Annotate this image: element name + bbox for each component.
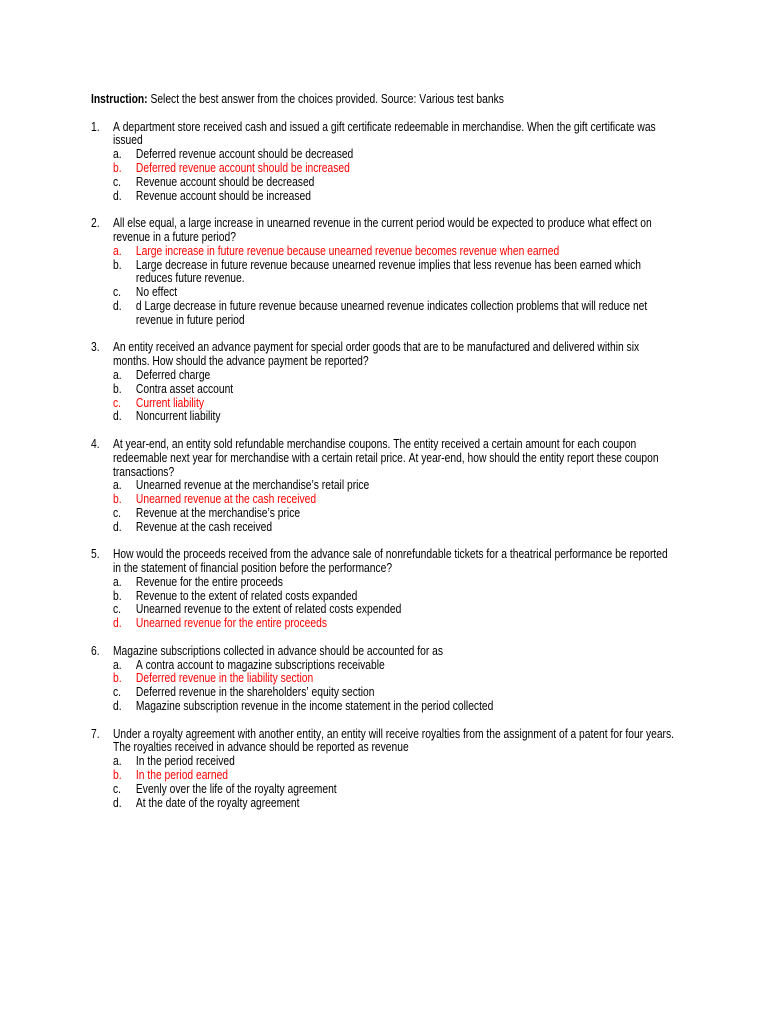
question-list: [91, 121, 676, 811]
question-2-number: 2.: [91, 216, 100, 231]
choice-letter: b.: [112, 257, 122, 272]
question-5-choice-a: [113, 576, 676, 590]
question-5-choice-d: [113, 617, 676, 631]
question-6-choices: [113, 659, 676, 714]
document-body: [91, 93, 676, 824]
question-2-choices: [113, 245, 676, 328]
question-1-choices: [113, 148, 676, 203]
choice-letter: d.: [112, 409, 122, 424]
question-1: [91, 121, 676, 204]
choice-text: d Large decrease in future revenue because unearned revenue indicates collection problems that will reduce net revenue in future period: [135, 298, 648, 327]
choice-text: A contra account to magazine subscriptions receivable: [135, 657, 385, 672]
question-4-choice-a: [113, 479, 676, 493]
question-2-choice-a: [113, 245, 676, 259]
instruction-line: [91, 93, 676, 107]
choice-letter: a.: [112, 478, 122, 493]
choice-letter: b.: [112, 671, 122, 686]
question-6-text: Magazine subscriptions collected in advance should be accounted for as: [112, 643, 443, 658]
choice-text: In the period earned: [135, 768, 229, 783]
question-4-number: 4.: [91, 436, 100, 451]
question-3-choice-b: [113, 383, 676, 397]
choice-letter: d.: [112, 298, 122, 313]
question-7-choice-c: [113, 783, 676, 797]
choice-letter: a.: [112, 574, 122, 589]
question-3-number: 3.: [91, 340, 100, 355]
question-3-choice-c: [113, 397, 676, 411]
choice-letter: d.: [112, 795, 122, 810]
choice-letter: c.: [112, 505, 121, 520]
choice-text: Revenue account should be decreased: [135, 174, 315, 189]
question-1-choice-a: [113, 148, 676, 162]
question-3-choice-d: [113, 410, 676, 424]
question-5-number: 5.: [91, 547, 100, 562]
choice-text: Unearned revenue at the cash received: [135, 492, 317, 507]
question-2-choice-d: [113, 300, 676, 328]
question-5-choices: [113, 576, 676, 631]
question-7: [91, 728, 676, 811]
question-1-number: 1.: [91, 119, 100, 134]
question-6-number: 6.: [91, 643, 100, 658]
choice-letter: a.: [112, 367, 122, 382]
choice-letter: a.: [112, 754, 122, 769]
choice-letter: c.: [112, 285, 121, 300]
choice-text: Revenue account should be increased: [135, 188, 311, 203]
question-4-choice-c: [113, 507, 676, 521]
choice-letter: c.: [112, 781, 121, 796]
choice-letter: c.: [112, 174, 121, 189]
question-5-choice-b: [113, 590, 676, 604]
choice-text: Deferred revenue account should be decreased: [135, 147, 354, 162]
question-4-choices: [113, 479, 676, 534]
question-5-body: [113, 548, 676, 631]
question-1-choice-b: [113, 162, 676, 176]
choice-text: No effect: [135, 285, 178, 300]
question-3-body: [113, 341, 676, 424]
question-3-choices: [113, 369, 676, 424]
choice-letter: a.: [112, 243, 122, 258]
question-7-choice-a: [113, 755, 676, 769]
question-1-choice-d: [113, 190, 676, 204]
question-1-choice-c: [113, 176, 676, 190]
choice-letter: d.: [112, 519, 122, 534]
choice-text: At the date of the royalty agreement: [135, 795, 300, 810]
choice-text: Revenue to the extent of related costs expanded: [135, 588, 358, 603]
choice-text: Noncurrent liability: [135, 409, 221, 424]
question-3: [91, 341, 676, 424]
question-6-choice-d: [113, 700, 676, 714]
question-6-choice-a: [113, 659, 676, 673]
question-7-choices: [113, 755, 676, 810]
choice-text: Unearned revenue at the merchandise’s retail price: [135, 478, 370, 493]
question-7-number: 7.: [91, 726, 100, 741]
question-1-text: A department store received cash and issued a gift certificate redeemable in merchandise. When the gift certificate was issued: [112, 119, 656, 148]
choice-text: Revenue for the entire proceeds: [135, 574, 283, 589]
choice-text: Unearned revenue for the entire proceeds: [135, 616, 327, 631]
question-5: [91, 548, 676, 631]
choice-letter: d.: [112, 699, 122, 714]
choice-letter: d.: [112, 616, 122, 631]
choice-letter: b.: [112, 160, 122, 175]
choice-text: Large decrease in future revenue because unearned revenue implies that less revenue has been earned which reduces future revenue.: [135, 257, 641, 286]
question-6: [91, 645, 676, 714]
choice-letter: c.: [112, 395, 121, 410]
question-7-body: [113, 728, 676, 811]
choice-text: Deferred revenue in the shareholders’ equity section: [135, 685, 375, 700]
question-4-choice-d: [113, 521, 676, 535]
question-4: [91, 438, 676, 535]
question-3-choice-a: [113, 369, 676, 383]
question-5-choice-c: [113, 603, 676, 617]
choice-letter: b.: [112, 492, 122, 507]
choice-letter: c.: [112, 685, 121, 700]
choice-text: Revenue at the merchandise’s price: [135, 505, 301, 520]
question-6-body: [113, 645, 676, 714]
question-6-choice-c: [113, 686, 676, 700]
instruction-text: Select the best answer from the choices provided. Source: Various test banks: [150, 92, 504, 106]
choice-letter: d.: [112, 188, 122, 203]
choice-text: Unearned revenue to the extent of related costs expended: [135, 602, 402, 617]
question-3-text: An entity received an advance payment for special order goods that are to be manufactured and delivered within six months. How should the advance payment be reported?: [112, 340, 640, 369]
question-4-text: At year-end, an entity sold refundable merchandise coupons. The entity received a certain amount for each coupon redeemable next year for merchandise with a certain retail price. At year-end, how should the entity report these coupon transactions?: [112, 436, 659, 479]
choice-text: Revenue at the cash received: [135, 519, 273, 534]
question-1-body: [113, 121, 676, 204]
question-7-text: Under a royalty agreement with another entity, an entity will receive royalties from the assignment of a patent for four years. The royalties received in advance should be reported as revenue: [112, 726, 674, 755]
choice-text: Magazine subscription revenue in the income statement in the period collected: [135, 699, 494, 714]
question-4-choice-b: [113, 493, 676, 507]
question-4-body: [113, 438, 676, 535]
choice-text: Evenly over the life of the royalty agreement: [135, 781, 337, 796]
choice-text: Contra asset account: [135, 381, 234, 396]
choice-letter: a.: [112, 657, 122, 672]
choice-text: Current liability: [135, 395, 204, 410]
choice-text: Deferred charge: [135, 367, 211, 382]
question-7-choice-b: [113, 769, 676, 783]
question-2-choice-c: [113, 286, 676, 300]
choice-text: Deferred revenue account should be increased: [135, 160, 350, 175]
question-6-choice-b: [113, 672, 676, 686]
question-7-choice-d: [113, 797, 676, 811]
question-2-text: All else equal, a large increase in unearned revenue in the current period would be expected to produce what effect on revenue in a future period?: [112, 216, 652, 244]
choice-letter: a.: [112, 147, 122, 162]
question-2-body: [113, 217, 676, 327]
choice-text: Large increase in future revenue because unearned revenue becomes revenue when earned: [135, 243, 560, 258]
choice-text: In the period received: [135, 754, 235, 769]
question-5-text: How would the proceeds received from the advance sale of nonrefundable tickets for a theatrical performance be reported in the statement of financial position before the performance?: [112, 547, 668, 576]
choice-letter: b.: [112, 768, 122, 783]
question-2-choice-b: [113, 259, 676, 287]
choice-letter: b.: [112, 588, 122, 603]
instruction-label: Instruction:: [91, 92, 148, 106]
choice-text: Deferred revenue in the liability section: [135, 671, 314, 686]
choice-letter: c.: [112, 602, 121, 617]
choice-letter: b.: [112, 381, 122, 396]
question-2: [91, 217, 676, 327]
